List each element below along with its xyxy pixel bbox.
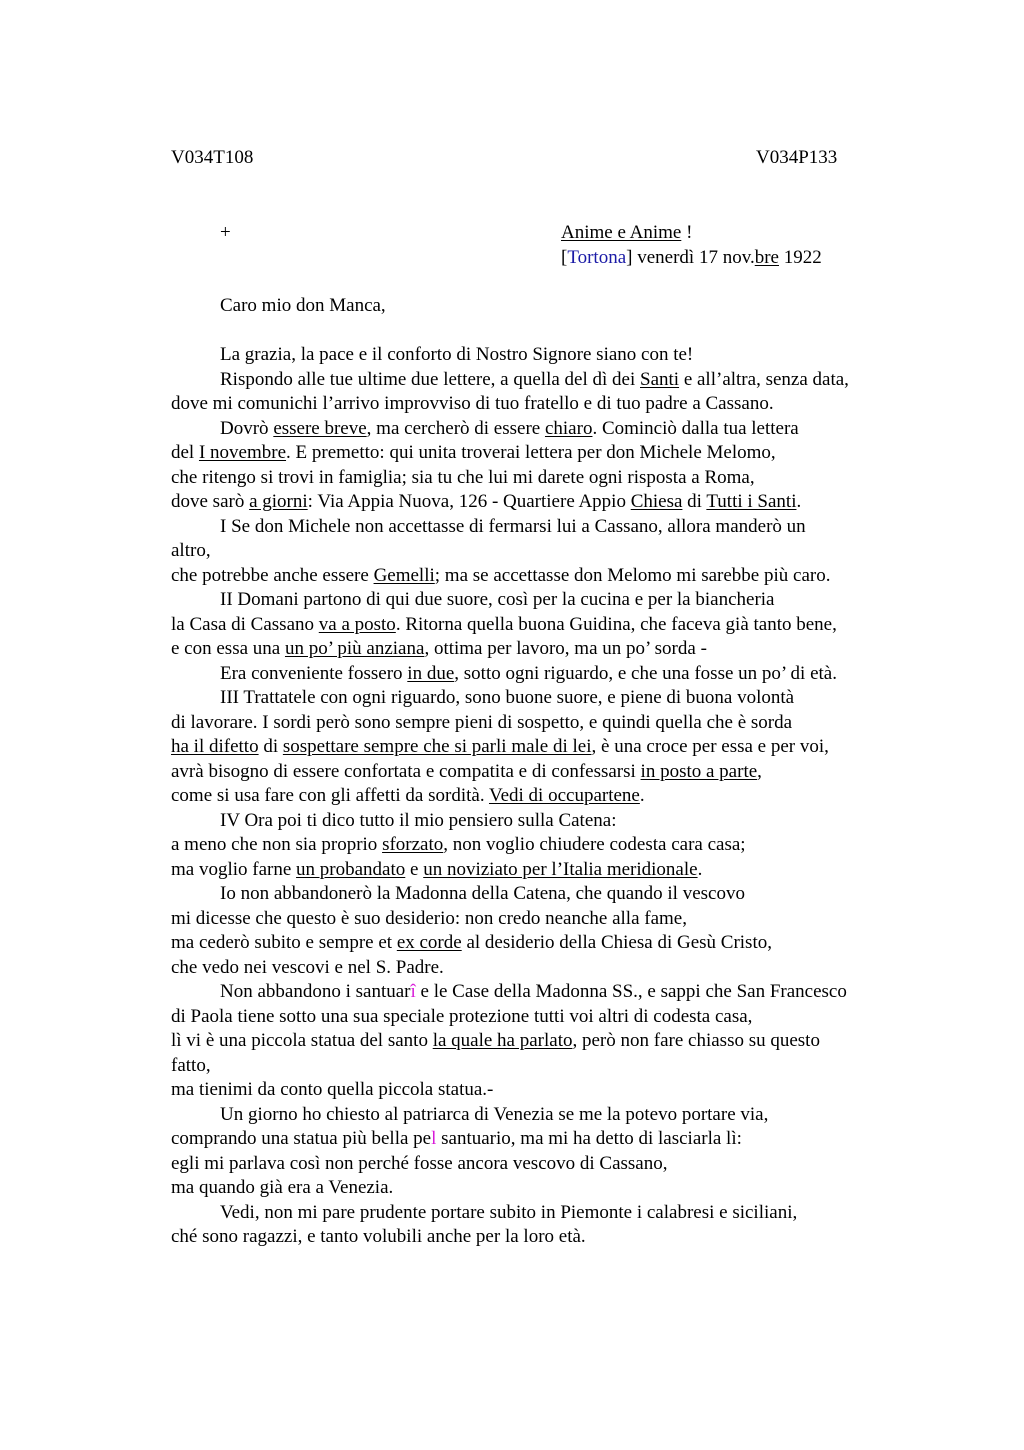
motto-line: Anime e Anime ! — [561, 222, 693, 243]
text-line: La grazia, la pace e il conforto di Nostro Signore siano con te! — [220, 344, 694, 365]
text-line: egli mi parlava così non perché fosse ancora vescovo di Cassano, — [171, 1152, 668, 1174]
text-line: Rispondo alle tue ultime due lettere, a quella del dì dei Santi e all’altra, senza data, — [220, 368, 849, 390]
motto: Anime e Anime — [561, 222, 682, 243]
document-code-right: V034P133 — [756, 147, 838, 168]
text-line: IV Ora poi ti dico tutto il mio pensiero sulla Catena: — [220, 809, 617, 831]
text-line: che ritengo si trovi in famiglia; sia tu che lui mi darete ogni risposta a Roma, — [171, 466, 755, 488]
text-line: Un giorno ho chiesto al patriarca di Venezia se me la potevo portare via, — [220, 1103, 769, 1125]
cross-symbol: + — [220, 222, 231, 243]
text-line: che potrebbe anche essere Gemelli; ma se accettasse don Melomo mi sarebbe più caro. — [171, 564, 831, 586]
text-line: II Domani partono di qui due suore, così per la cucina e per la biancheria — [220, 589, 775, 610]
text-line: di lavorare. I sordi però sono sempre pieni di sospetto, e quindi quella che è sorda — [171, 711, 793, 733]
text-line: ché sono ragazzi, e tanto volubili anche per la loro età. — [171, 1226, 586, 1247]
text-line: ma cederò subito e sempre et ex corde al desiderio della Chiesa di Gesù Cristo, — [171, 932, 772, 953]
text-line: Era conveniente fossero in due, sotto ogni riguardo, e che una fosse un po’ di età. — [220, 662, 837, 684]
text-line: avrà bisogno di essere confortata e compatita e di confessarsi in posto a parte, — [171, 760, 762, 782]
text-line: a meno che non sia proprio sforzato, non voglio chiudere codesta cara casa; — [171, 834, 746, 855]
text-line: Non abbandono i santuarî e le Case della Madonna SS., e sappi che San Francesco — [220, 981, 847, 1002]
text-line: Dovrò essere breve, ma cercherò di essere chiaro. Cominciò dalla tua lettera — [220, 417, 799, 439]
salutation: Caro mio don Manca, — [220, 295, 386, 316]
letter-heading — [561, 221, 822, 270]
text-line: ha il difetto di sospettare sempre che si parli male di lei, è una croce per essa e per voi, — [171, 736, 829, 757]
text-line: e con essa una un po’ più anziana, ottima per lavoro, ma un po’ sorda - — [171, 638, 707, 659]
text-line: fatto, — [171, 1054, 211, 1076]
text-line: del I novembre. E premetto: qui unita troverai lettera per don Michele Melomo, — [171, 442, 776, 463]
text-line: come si usa fare con gli affetti da sordità. Vedi di occupartene. — [171, 785, 645, 806]
place-name: Tortona — [567, 246, 627, 268]
text-line: ma quando già era a Venezia. — [171, 1177, 394, 1198]
text-line: comprando una statua più bella pel santuario, ma mi ha detto di lasciarla lì: — [171, 1128, 742, 1149]
text-line: lì vi è una piccola statua del santo la quale ha parlato, però non fare chiasso su questo — [171, 1030, 820, 1051]
text-line: III Trattatele con ogni riguardo, sono buone suore, e piene di buona volontà — [220, 687, 795, 708]
text-line: di Paola tiene sotto una sua speciale protezione tutti voi altri di codesta casa, — [171, 1005, 753, 1027]
text-line: Vedi, non mi pare prudente portare subito in Piemonte i calabresi e siciliani, — [220, 1201, 798, 1223]
date-line: [Tortona] venerdì 17 nov.bre 1922 — [561, 246, 822, 268]
document-code-left: V034T108 — [171, 147, 254, 168]
text-line: ma tienimi da conto quella piccola statua.- — [171, 1079, 494, 1100]
text-line: mi dicesse che questo è suo desiderio: non credo neanche alla fame, — [171, 907, 687, 929]
text-line: I Se don Michele non accettasse di fermarsi lui a Cassano, allora manderò un — [220, 515, 806, 537]
text-line: che vedo nei vescovi e nel S. Padre. — [171, 956, 444, 978]
text-line: ma voglio farne un probandato e un noviziato per l’Italia meridionale. — [171, 858, 703, 880]
text-line: Io non abbandonerò la Madonna della Catena, che quando il vescovo — [220, 883, 745, 904]
text-line: altro, — [171, 540, 211, 561]
letter-body — [171, 343, 931, 1250]
text-line: dove sarò a giorni: Via Appia Nuova, 126 - Quartiere Appio Chiesa di Tutti i Santi. — [171, 491, 802, 512]
text-line: la Casa di Cassano va a posto. Ritorna quella buona Guidina, che faceva già tanto bene, — [171, 613, 837, 635]
text-line: dove mi comunichi l’arrivo improvviso di tuo fratello e di tuo padre a Cassano. — [171, 393, 774, 414]
